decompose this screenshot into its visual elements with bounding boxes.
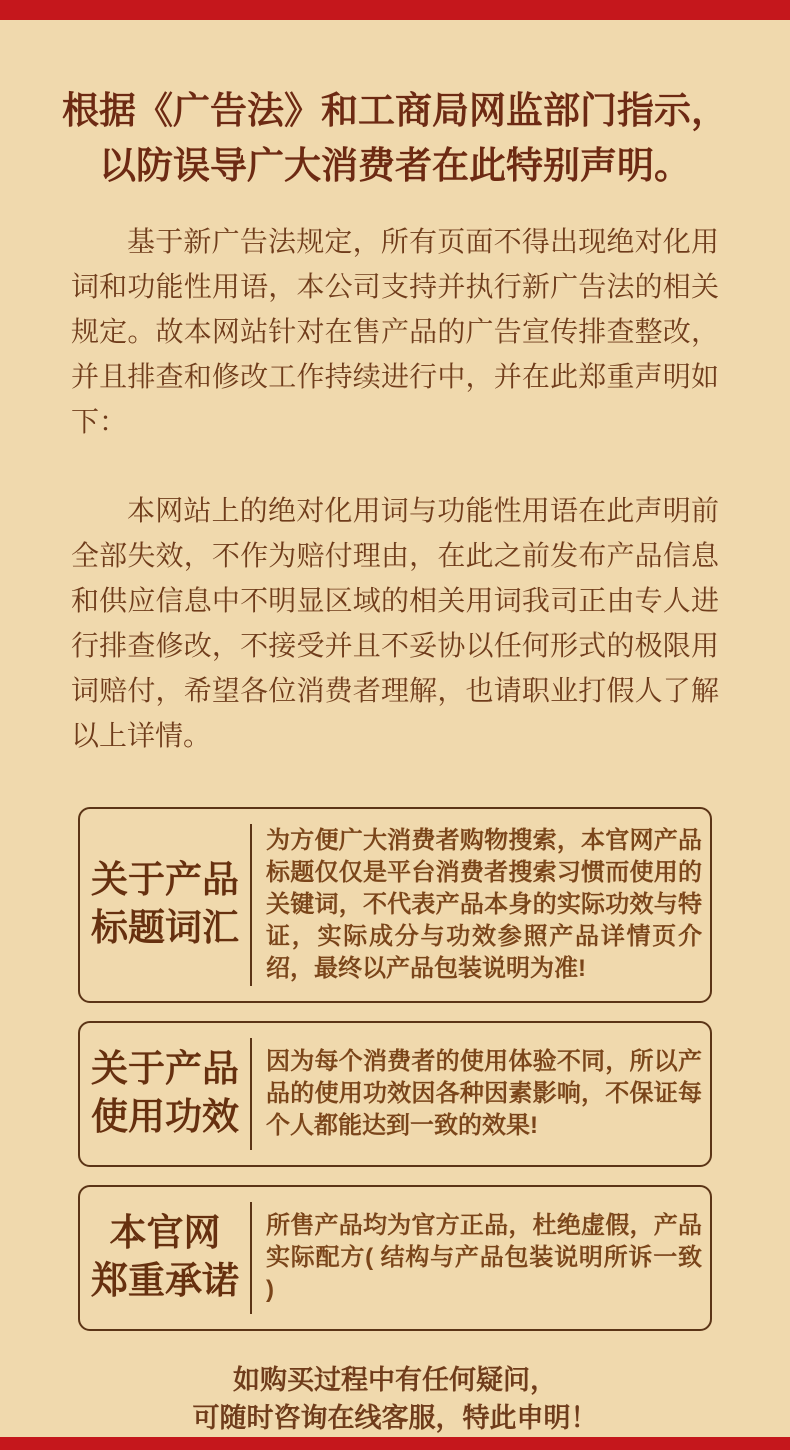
notice-box-label-line-1: 关于产品: [91, 860, 239, 901]
notice-box-label: [80, 857, 250, 953]
notice-box-text: 所售产品均为官方正品，杜绝虚假，产品实际配方( 结构与产品包装说明所诉一致 ): [266, 1212, 702, 1303]
page-title-line-2: 以防误导广大消费者在此特别声明。: [99, 146, 691, 187]
closing-note: [0, 1361, 790, 1437]
page-title-line-1: 根据《广告法》和工商局网监部门指示，: [62, 91, 728, 132]
notice-box-list: [0, 807, 790, 1331]
top-red-bar: [0, 0, 790, 20]
statement-content: [0, 20, 790, 1437]
statement-paragraph-1: 基于新广告法规定，所有页面不得出现绝对化用词和功能性用语，本公司支持并执行新广告法的相关规定。故本网站针对在售产品的广告宣传排查整改，并且排查和修改工作持续进行中，并在此郑重声明如下：: [71, 227, 719, 438]
notice-box-label-line-2: 郑重承诺: [91, 1261, 239, 1302]
page-title: [0, 84, 790, 194]
notice-box-official-promise: [78, 1185, 712, 1331]
closing-note-line-2: 可随时咨询在线客服，特此申明！: [192, 1403, 598, 1433]
notice-box-label: [80, 1210, 250, 1306]
notice-box-product-effect: [78, 1021, 712, 1167]
notice-box-text: 为方便广大消费者购物搜索，本官网产品标题仅仅是平台消费者搜索习惯而使用的关键词，不代表产品本身的实际功效与特证，实际成分与功效参照产品详情页介绍，最终以产品包装说明为准!: [266, 827, 702, 982]
closing-note-line-1: 如购买过程中有任何疑问，: [233, 1365, 557, 1395]
notice-box-label-line-1: 本官网: [109, 1213, 221, 1254]
notice-box-label-line-1: 关于产品: [91, 1049, 239, 1090]
notice-box-product-title: [78, 807, 712, 1003]
notice-box-label-line-2: 标题词汇: [91, 908, 239, 949]
notice-box-text: 因为每个消费者的使用体验不同，所以产品的使用功效因各种因素影响，不保证每个人都能达到一致的效果!: [266, 1048, 702, 1139]
statement-paragraph-2: 本网站上的绝对化用词与功能性用语在此声明前全部失效，不作为赔付理由，在此之前发布产品信息和供应信息中不明显区域的相关用词我司正由专人进行排查修改，不接受并且不妥协以任何形式的极限用词赔付，希望各位消费者理解，也请职业打假人了解以上详情。: [71, 496, 719, 752]
notice-box-label: [80, 1046, 250, 1142]
bottom-red-bar: [0, 1437, 790, 1450]
notice-box-label-line-2: 使用功效: [91, 1097, 239, 1138]
